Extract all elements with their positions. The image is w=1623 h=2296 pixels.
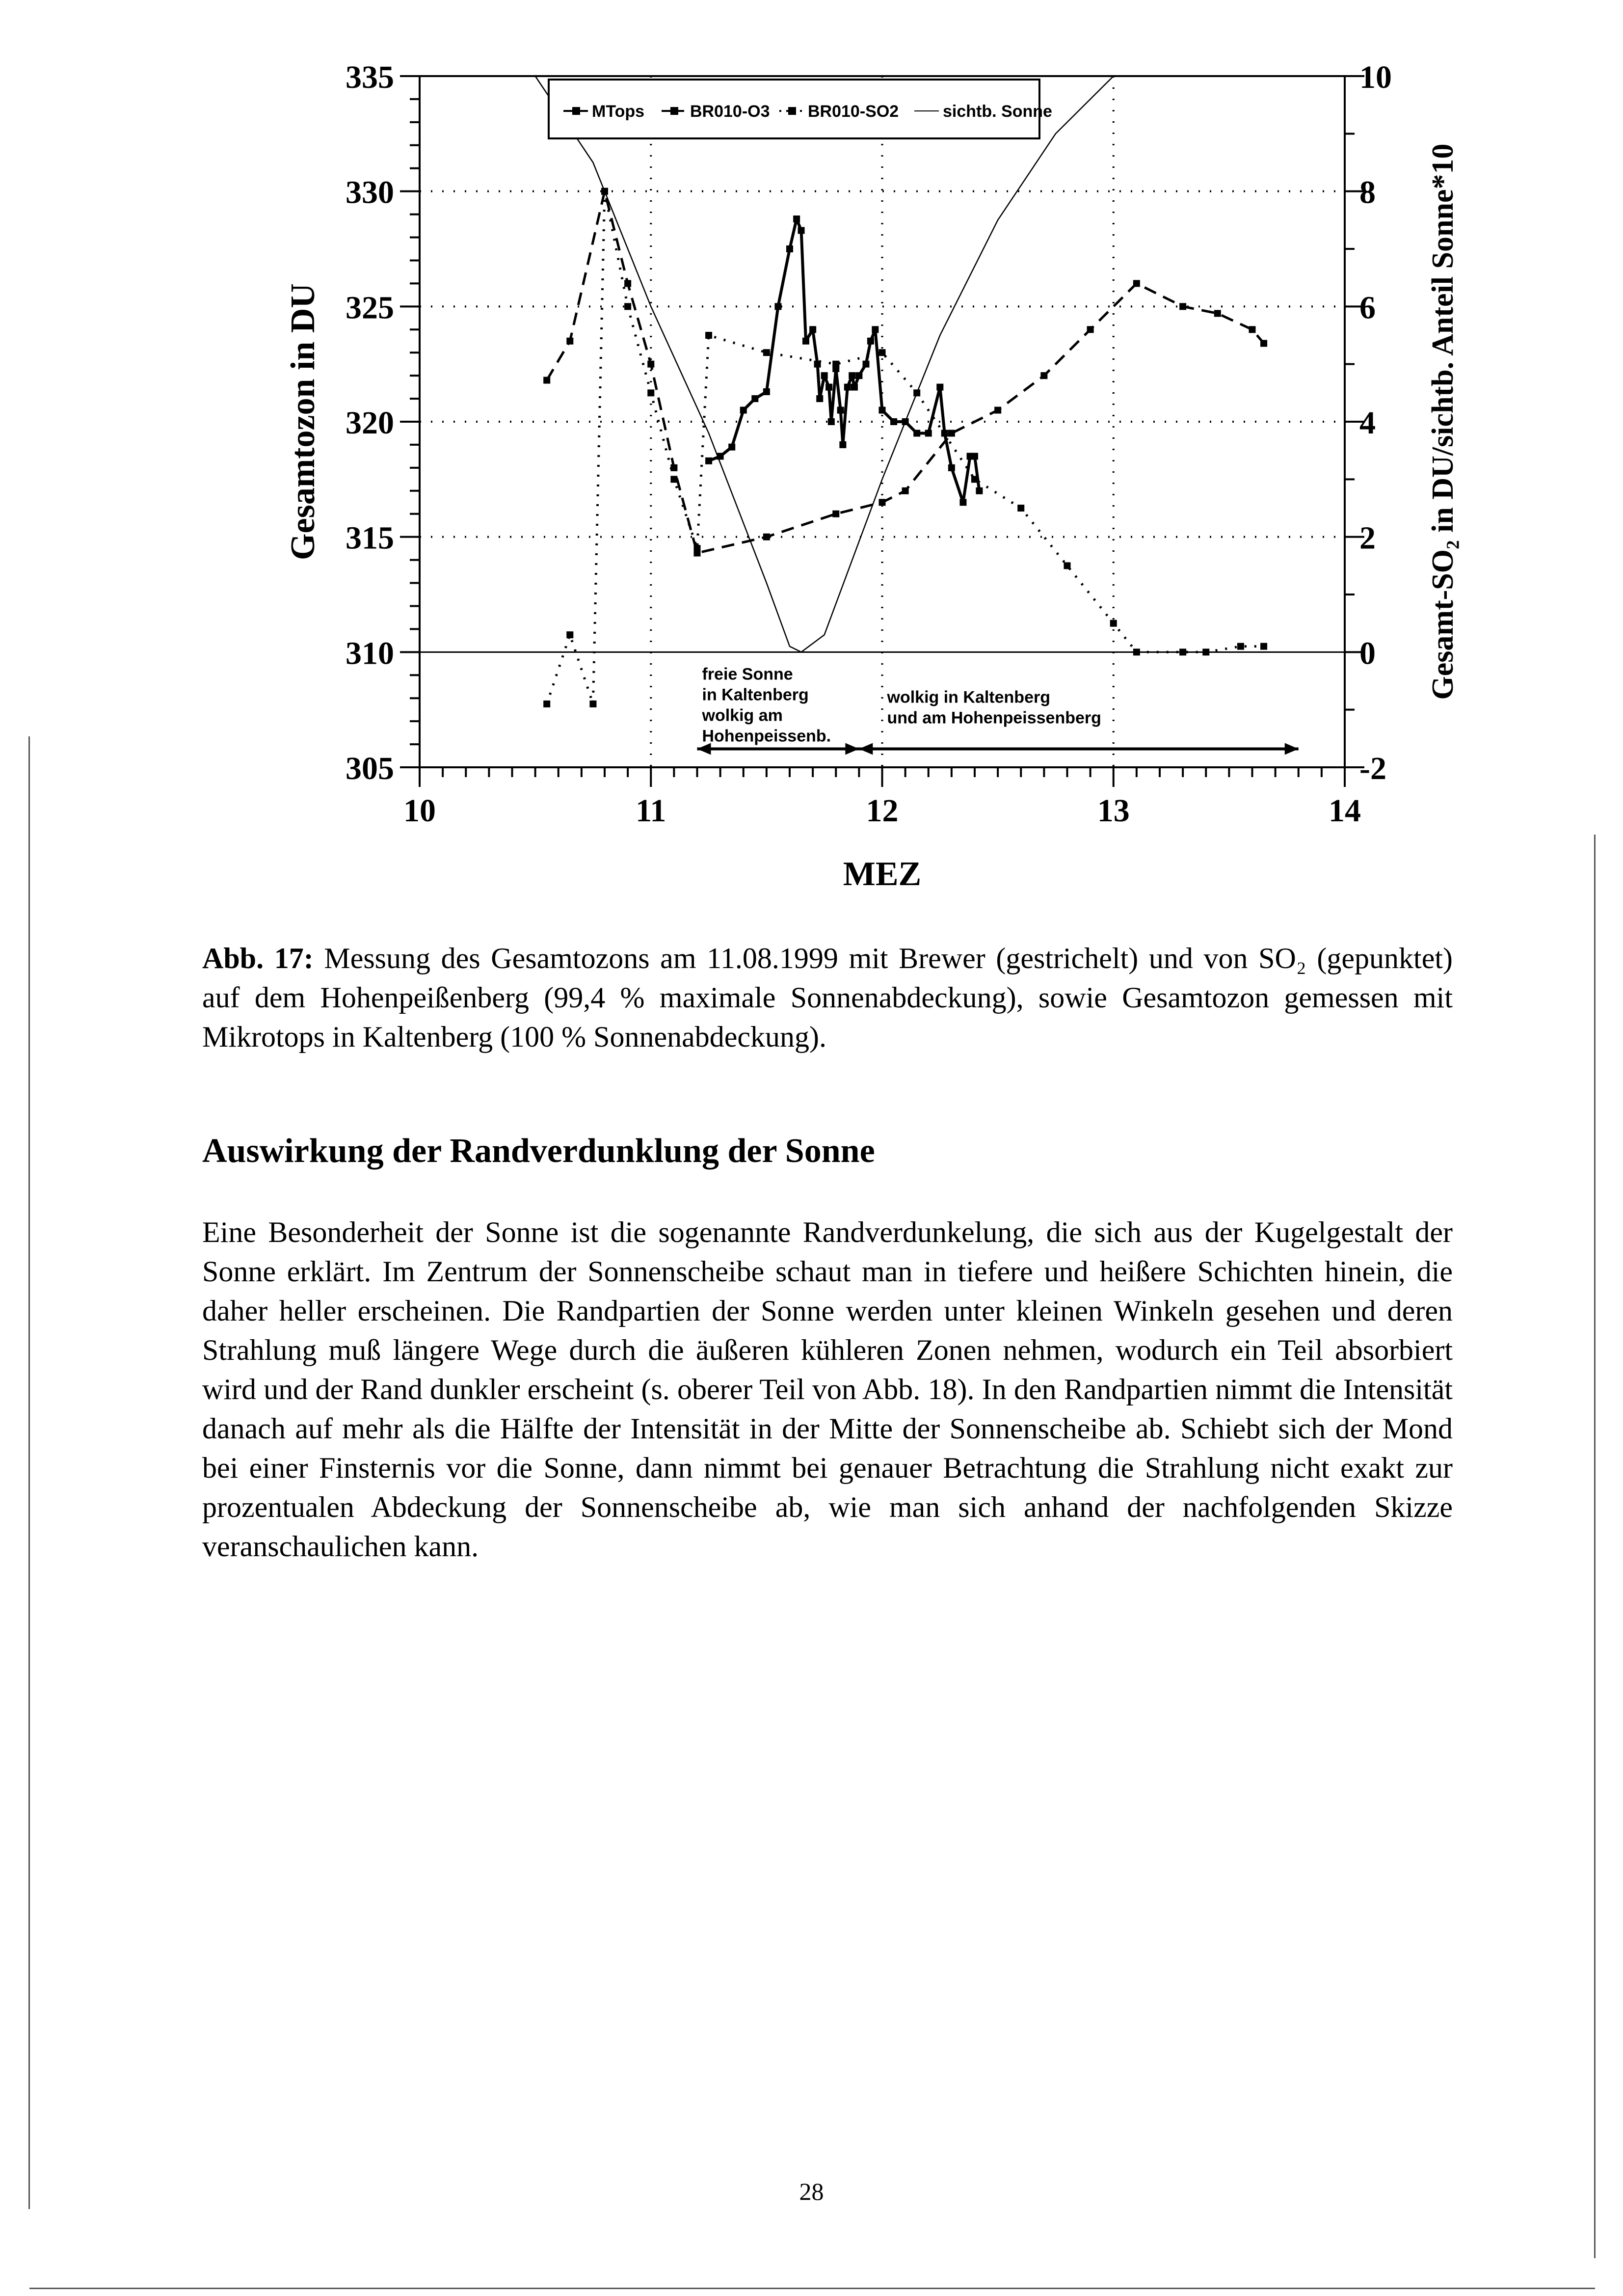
x-tick-label: 12 [866, 793, 899, 829]
legend-marker [572, 107, 580, 115]
data-point [867, 338, 874, 345]
figure-caption [202, 939, 1453, 1056]
data-point [670, 476, 677, 483]
data-point [543, 701, 550, 707]
data-point [971, 476, 978, 483]
annotation-text: in Kaltenberg [702, 685, 809, 704]
data-point [948, 430, 955, 436]
figure-caption-label: Abb. 17: [202, 942, 314, 974]
data-point [913, 430, 920, 436]
data-point [851, 384, 858, 391]
series-line [420, 76, 1114, 652]
data-point [825, 384, 832, 391]
data-point [624, 280, 631, 287]
chart-series [420, 76, 1267, 707]
data-point [763, 349, 770, 356]
figure-caption-text: Messung des Gesamtozons am 11.08.1999 mit Brewer (gestrichelt) und von SO₂ (gepunktet) auf dem Hohenpeißenberg (99,4 % maximale Sonnenabdeckung), sowie Gesamtozon gemessen mit Mikrotops in Kaltenberg (100 % Sonnenabdeckung). [202, 942, 1453, 1053]
data-point [786, 245, 793, 252]
y-tick-label: 320 [346, 405, 394, 441]
data-point [740, 407, 747, 414]
data-point [879, 499, 886, 506]
scan-edge-left [28, 736, 30, 2209]
y2-tick-label: 2 [1359, 520, 1376, 556]
period-arrow-head [845, 743, 859, 755]
chart-grid [420, 76, 1345, 767]
legend-marker [670, 107, 678, 115]
section-body: Eine Besonderheit der Sonne ist die sogenannte Randverdunkelung, die sich aus der Kugelgestalt der Sonne erklärt. Im Zentrum der Sonnenscheibe schaut man in tiefere und heißere Schichten hinein, die daher heller erscheinen. Die Randpartien der Sonne werden unter kleinen Winkeln gesehen und deren Strahlung muß längere Wege durch die äußeren kühleren Zonen nehmen, wodurch ein Teil absorbiert wird und der Rand dunkler erscheint (s. oberer Teil von Abb. 18). In den Randpartien nimmt die Intensität danach auf mehr als die Hälfte der Intensität in der Mitte der Sonnenscheibe ab. Schiebt sich der Mond bei einer Finsternis vor die Sonne, dann nimmt bei genauer Betrachtung die Strahlung nicht exakt zur prozentualen Abdeckung der Sonnenscheibe ab, wie man sich anhand der nachfolgenden Skizze veranschaulichen kann. [202, 1216, 1453, 1563]
data-point [705, 332, 712, 339]
data-point [828, 418, 835, 425]
data-point [1110, 620, 1117, 627]
data-point [936, 384, 943, 391]
data-point [763, 534, 770, 540]
y2-axis-label: Gesamt-SO₂ in DU/sichtb. Anteil Sonne*10 [1426, 143, 1460, 700]
annotation-text: und am Hohenpeissenberg [887, 708, 1101, 728]
x-tick-label: 10 [403, 793, 436, 829]
data-point [728, 444, 735, 451]
legend-marker [788, 107, 796, 115]
y-tick-label: 315 [346, 520, 394, 556]
annotation-text: freie Sonne [702, 665, 793, 684]
data-point [837, 407, 844, 414]
data-point [902, 487, 909, 494]
x-tick-label: 11 [636, 793, 666, 829]
data-point [1087, 326, 1094, 333]
data-point [1133, 648, 1140, 655]
data-point [774, 303, 781, 310]
data-point [566, 338, 573, 345]
chart-annotations [697, 665, 1299, 755]
data-point [839, 441, 846, 448]
ozone-chart [0, 0, 1623, 908]
data-point [959, 499, 966, 506]
data-point [832, 511, 839, 517]
data-point [566, 631, 573, 638]
data-point [855, 372, 862, 379]
data-point [816, 395, 823, 402]
annotation-text: Hohenpeissenb. [702, 727, 831, 746]
y2-tick-label: 6 [1359, 290, 1376, 326]
x-tick-label: 13 [1097, 793, 1130, 829]
data-point [1064, 562, 1071, 569]
data-point [832, 361, 839, 368]
annotation-text: wolkig am [702, 706, 783, 725]
y2-tick-label: 0 [1359, 635, 1376, 672]
series-line [547, 191, 1264, 553]
y-tick-label: 310 [346, 635, 394, 672]
section-heading: Auswirkung der Randverdunklung der Sonne [202, 1132, 875, 1170]
data-point [589, 701, 596, 707]
page-number: 28 [799, 2178, 824, 2205]
data-point [872, 326, 878, 333]
data-point [971, 453, 978, 459]
period-arrow-head [1285, 743, 1299, 755]
annotation-text: wolkig in Kaltenberg [887, 688, 1050, 707]
series-line [547, 191, 1264, 704]
data-point [763, 388, 770, 395]
y2-tick-label: 4 [1359, 405, 1376, 441]
data-point [647, 361, 654, 368]
data-point [1260, 340, 1267, 347]
data-point [821, 372, 828, 379]
data-point [849, 372, 855, 379]
y-tick-label: 335 [346, 59, 394, 95]
data-point [1249, 326, 1256, 333]
data-point [1260, 643, 1267, 650]
data-point [1179, 648, 1186, 655]
data-point [1179, 303, 1186, 310]
period-arrow-head [859, 743, 873, 755]
data-point [802, 338, 809, 345]
y-tick-label: 325 [346, 290, 394, 326]
data-point [1214, 310, 1221, 317]
y2-tick-label: 10 [1359, 59, 1392, 95]
legend-label: BR010-SO2 [808, 102, 899, 121]
data-point [1133, 280, 1140, 287]
data-point [890, 418, 897, 425]
data-point [1202, 648, 1209, 655]
data-point [694, 545, 701, 552]
data-point [1017, 505, 1024, 512]
data-point [976, 487, 983, 494]
data-point [925, 430, 932, 436]
legend-label: MTops [592, 102, 645, 121]
y-tick-label: 330 [346, 174, 394, 211]
x-tick-label: 14 [1329, 793, 1361, 829]
data-point [751, 395, 758, 402]
data-point [879, 407, 886, 414]
data-point [798, 227, 805, 234]
y-axis-label: Gesamtozon in DU [284, 283, 322, 560]
chart-legend [549, 80, 1052, 138]
legend-label: BR010-O3 [690, 102, 770, 121]
data-point [863, 361, 870, 368]
data-point [1237, 643, 1244, 650]
data-point [809, 326, 816, 333]
data-point [879, 349, 886, 356]
chart-axes [284, 59, 1460, 893]
data-point [844, 384, 851, 391]
data-point [793, 216, 800, 222]
series-line [709, 219, 979, 502]
data-point [624, 303, 631, 310]
data-point [1040, 372, 1047, 379]
y-tick-label: 305 [346, 751, 394, 786]
y2-tick-label: 8 [1359, 174, 1376, 211]
data-point [647, 389, 654, 396]
y2-tick-label: -2 [1359, 751, 1386, 786]
scan-edge-bottom [29, 2288, 1595, 2289]
data-point [994, 407, 1001, 414]
data-point [543, 377, 550, 384]
data-point [705, 458, 712, 464]
scan-edge-right [1594, 835, 1596, 2258]
x-axis-label: MEZ [843, 855, 922, 893]
data-point [948, 464, 955, 471]
legend-label: sichtb. Sonne [943, 102, 1052, 121]
